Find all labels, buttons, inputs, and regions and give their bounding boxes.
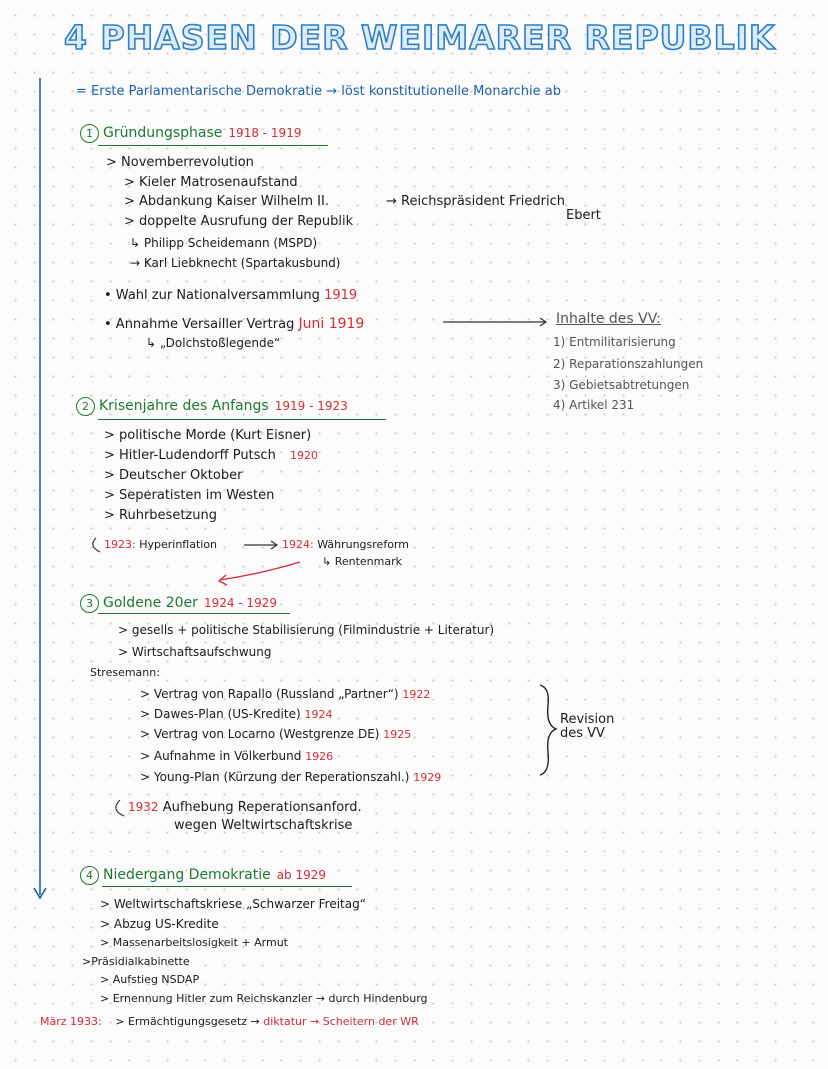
- phase4-number: 4: [80, 866, 99, 885]
- p4-diktatur: diktatur → Scheitern der WR: [263, 1015, 419, 1028]
- phase3-number: 3: [80, 594, 99, 613]
- p3-treaty-1-text: > Dawes-Plan (US-Kredite): [140, 707, 301, 721]
- phase3-name: Goldene 20er: [103, 595, 198, 611]
- p3-treaty-1: [140, 707, 332, 721]
- p1-item-3: > doppelte Ausrufung der Republik: [124, 214, 354, 229]
- vv-item-3: 4) Artikel 231: [553, 398, 635, 412]
- p2-reform-text: Währungsreform: [317, 538, 409, 551]
- phase1-header: [80, 124, 301, 143]
- p1-item-4: ↳ Philipp Scheidemann (MSPD): [130, 236, 318, 250]
- revision-brace: [540, 685, 556, 775]
- p1-item-1: > Kieler Matrosenaufstand: [124, 175, 298, 190]
- p4-item-1: > Abzug US-Kredite: [100, 917, 219, 931]
- p1-item-2: > Abdankung Kaiser Wilhelm II.: [124, 194, 329, 209]
- phase4-header: [80, 866, 326, 885]
- hook-arrow-aufhebung: [116, 800, 124, 816]
- p4-final-line: [40, 1015, 419, 1028]
- p2-inflation-text: Hyperinflation: [139, 538, 218, 551]
- phase2-header: [76, 397, 348, 416]
- phase3-header: [80, 594, 277, 613]
- phase1-name: Gründungsphase: [103, 125, 223, 141]
- p1-wahl-year: 1919: [324, 288, 358, 303]
- p1-versailles-year: Juni 1919: [298, 316, 365, 332]
- p3-treaty-1-year: 1924: [304, 708, 333, 721]
- p1-wahl-text: • Wahl zur Nationalversammlung: [104, 288, 320, 303]
- p1-president-2: Ebert: [566, 208, 601, 223]
- p3-treaty-4: [140, 770, 441, 784]
- p1-item-0: > Novemberrevolution: [106, 155, 254, 170]
- phase2-name: Krisenjahre des Anfangs: [99, 398, 269, 414]
- p1-dolch: ↳ „Dolchstoßlegende“: [146, 336, 281, 350]
- p3-treaty-3-text: > Aufnahme in Völkerbund: [140, 749, 302, 763]
- p3-revision-1: Revision: [560, 712, 615, 727]
- phase1-underline: [98, 145, 328, 146]
- p2-reform-year: 1924:: [282, 538, 314, 551]
- p3-treaty-0-year: 1922: [402, 688, 431, 701]
- p4-ermaechtigung: > Ermächtigungsgesetz →: [115, 1015, 260, 1028]
- phase2-years: 1919 - 1923: [274, 399, 348, 413]
- phase3-years: 1924 - 1929: [203, 596, 277, 610]
- p3-treaty-4-year: 1929: [413, 771, 442, 784]
- intro-line: = Erste Parlamentarische Demokratie → löst konstitutionelle Monarchie ab: [76, 84, 561, 99]
- phase4-name: Niedergang Demokratie: [103, 867, 271, 883]
- p3-aufhebung-text: Aufhebung Reperationsanford.: [162, 800, 362, 815]
- vv-item-2: 3) Gebietsabtretungen: [553, 378, 690, 392]
- p2-item-3: > Seperatisten im Westen: [104, 488, 275, 503]
- p4-item-2: > Massenarbeitslosigkeit + Armut: [100, 936, 288, 949]
- p4-praesidial: >Präsidialkabinette: [82, 955, 190, 968]
- p1-versailles-text: • Annahme Versailler Vertrag: [104, 317, 295, 332]
- p4-hitler: > Ernennung Hitler zum Reichskanzler → durch Hindenburg: [100, 992, 428, 1005]
- phase1-years: 1918 - 1919: [228, 126, 302, 140]
- p2-item-2: > Deutscher Oktober: [104, 468, 243, 483]
- phase3-underline: [98, 613, 290, 614]
- p3-treaty-4-text: > Young-Plan (Kürzung der Reperationszahl.): [140, 770, 410, 784]
- p3-revision-2: des VV: [560, 726, 605, 741]
- p2-item-1-text: > Hitler-Ludendorff Putsch: [104, 448, 276, 463]
- p3-treaty-2-text: > Vertrag von Locarno (Westgrenze DE): [140, 727, 380, 741]
- red-curve-arrow: [220, 562, 300, 580]
- p4-item-0: > Weltwirtschaftskriese „Schwarzer Freitag“: [100, 897, 366, 911]
- p1-item-5: → Karl Liebknecht (Spartakusbund): [130, 256, 341, 270]
- phase2-underline: [98, 419, 386, 420]
- p2-item-0: > politische Morde (Kurt Eisner): [104, 428, 312, 443]
- hook-arrow-inflation: [93, 538, 100, 552]
- p3-treaty-3: [140, 749, 333, 763]
- p3-treaty-0: [140, 687, 430, 701]
- vv-title: Inhalte des VV:: [556, 311, 661, 327]
- p3-treaty-2-year: 1925: [383, 728, 412, 741]
- p1-wahl: [104, 288, 357, 303]
- p2-inflation: [104, 538, 217, 551]
- p3-treaty-0-text: > Vertrag von Rapallo (Russland „Partner“): [140, 687, 399, 701]
- p4-nsdap: > Aufstieg NSDAP: [100, 973, 200, 986]
- p3-item-1: > Wirtschaftsaufschwung: [118, 645, 272, 659]
- p1-versailles: [104, 316, 364, 332]
- vv-item-1: 2) Reparationszahlungen: [553, 357, 704, 371]
- phase4-underline: [102, 886, 352, 887]
- p4-maerz: März 1933:: [40, 1015, 102, 1028]
- phase4-years: ab 1929: [276, 868, 327, 882]
- p2-reform: [282, 538, 409, 551]
- phase1-number: 1: [80, 124, 99, 143]
- p1-president: → Reichspräsident Friedrich: [386, 194, 565, 209]
- p3-aufhebung-year: 1932: [128, 800, 159, 814]
- p3-item-0: > gesells + politische Stabilisierung (Filmindustrie + Literatur): [118, 623, 495, 637]
- page-title: 4 PHASEN DER WEIMARER REPUBLIK: [64, 18, 776, 57]
- vv-item-0: 1) Entmilitarisierung: [553, 335, 676, 349]
- p3-treaty-2: [140, 727, 411, 741]
- p3-aufhebung-2: wegen Weltwirtschaftskrise: [174, 818, 353, 833]
- phase2-number: 2: [76, 397, 95, 416]
- p2-item-1: [104, 448, 318, 463]
- p3-aufhebung: [128, 800, 362, 815]
- p2-item-4: > Ruhrbesetzung: [104, 508, 217, 523]
- p2-rentenmark: ↳ Rentenmark: [322, 555, 403, 568]
- p3-treaty-3-year: 1926: [305, 750, 334, 763]
- p2-putsch-year: 1920: [289, 449, 318, 462]
- p2-inflation-year: 1923:: [104, 538, 136, 551]
- p3-stresemann: Stresemann:: [90, 666, 160, 679]
